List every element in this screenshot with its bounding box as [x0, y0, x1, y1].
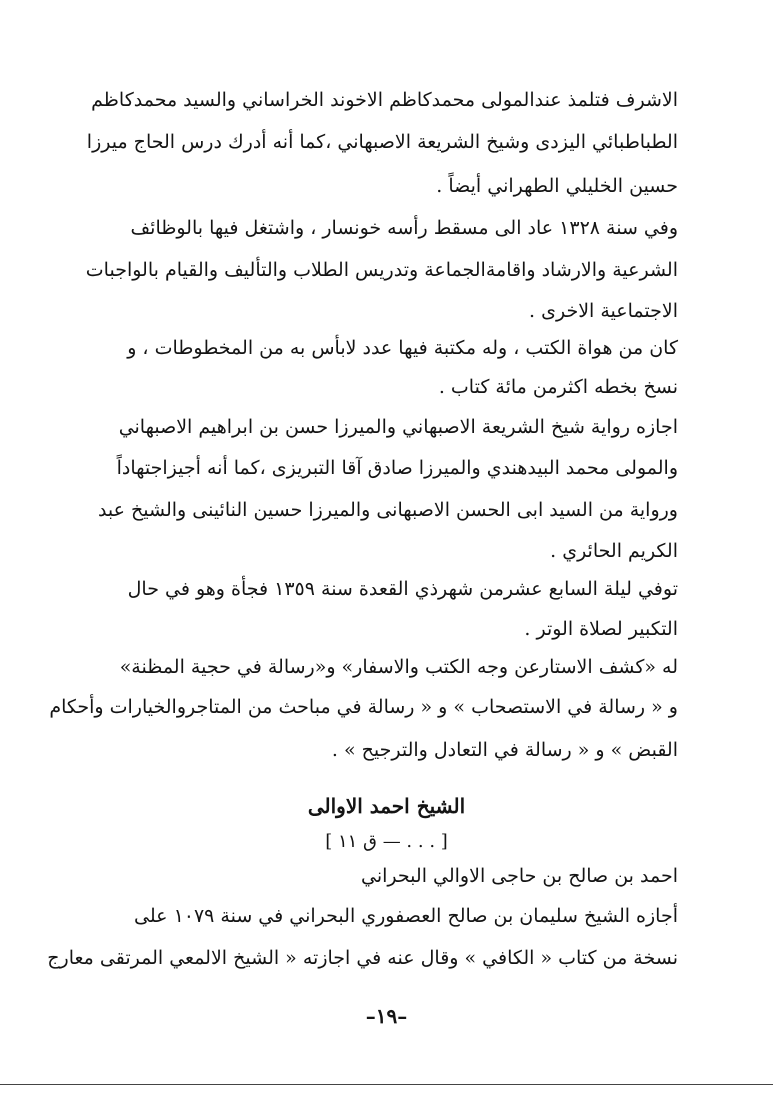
footer-rule [0, 1084, 773, 1085]
text-line-8: نسخ بخطه اكثرمن مائة كتاب . [438, 376, 678, 398]
text-line-9: اجازه رواية شيخ الشريعة الاصبهاني والميرزا حسن بن ابراهيم الاصبهاني [118, 416, 678, 438]
text-line-2: الطباطبائي اليزدى وشيخ الشريعة الاصبهاني ،كما أنه أدرك درس الحاج ميرزا [86, 131, 678, 153]
text-line-10: والمولى محمد البيدهندي والميرزا صادق آقا التبريزى ،كما أنه أجيزاجتهاداً [116, 457, 678, 479]
text-line-5: الشرعية والارشاد واقامةالجماعة وتدريس الطلاب والتأليف والقيام بالواجبات [85, 259, 678, 281]
text-line-1: الاشرف فتلمذ عندالمولى محمدكاظم الاخوند الخراساني والسيد محمدكاظم [91, 89, 678, 111]
text-line-3: حسين الخليلي الطهراني أيضاً . [436, 175, 678, 197]
section-line-3: نسخة من كتاب « الكافي » وقال عنه في اجازته « الشيخ الالمعي المرتقى معارج [47, 947, 678, 969]
text-line-12: الكريم الحائري . [550, 540, 678, 562]
page-number: –١٩– [365, 1004, 408, 1028]
text-line-4: وفي سنة ١٣٢٨ عاد الى مسقط رأسه خونسار ، واشتغل فيها بالوظائف [130, 217, 678, 239]
section-line-1: احمد بن صالح بن حاجى الاوالي البحراني [361, 865, 678, 887]
text-line-13: توفي ليلة السابع عشرمن شهرذي القعدة سنة ١٣٥٩ فجأة وهو في حال [127, 578, 678, 600]
text-line-7: كان من هواة الكتب ، وله مكتبة فيها عدد لابأس به من المخطوطات ، و [127, 337, 678, 359]
section-heading: الشيخ احمد الاوالى [307, 794, 466, 818]
text-line-6: الاجتماعية الاخرى . [529, 300, 678, 322]
text-line-14: التكبير لصلاة الوتر . [524, 618, 678, 640]
text-line-17: القبض » و « رسالة في التعادل والترجيح » . [331, 739, 678, 761]
section-date-range: [ . . . — ق ١١ ] [325, 831, 448, 852]
text-line-15: له «كشف الاستارعن وجه الكتب والاسفار» و«رسالة في حجية المظنة» [119, 656, 678, 678]
section-line-2: أجازه الشيخ سليمان بن صالح العصفوري البحراني في سنة ١٠٧٩ على [134, 905, 678, 927]
text-line-11: ورواية من السيد ابى الحسن الاصبهانى والميرزا حسين النائينى والشيخ عبد [97, 499, 678, 521]
text-line-16: و « رسالة في الاستصحاب » و « رسالة في مباحث من المتاجروالخيارات وأحكام [49, 696, 678, 718]
